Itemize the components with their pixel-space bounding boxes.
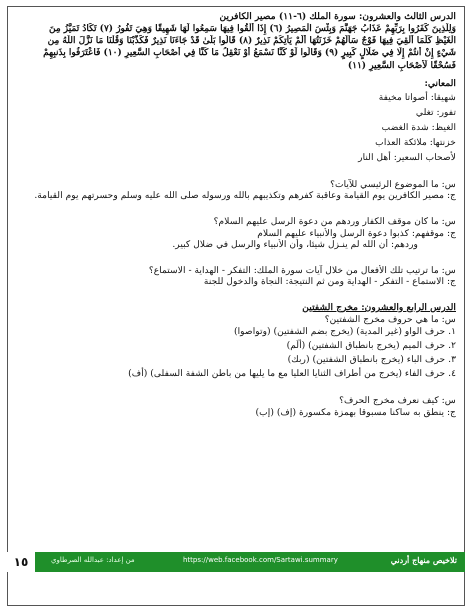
meaning-item: الغيظ: شدة الغضب <box>381 121 456 133</box>
answer: وردهم: أن الله لم ينـزل شيئا، وأن الأنبياء والرسل في ضلال كبير. <box>172 239 418 251</box>
list-item: ١. حرف الواو (غير المدية) (يخرج بضم الشفتين) (وتواصوا) <box>234 326 456 338</box>
meaning-item: خزنتها: ملائكة العذاب <box>375 136 456 148</box>
answer: ج: موقفهم: كذبوا دعوة الرسل والأنبياء عليهم السلام <box>257 227 456 239</box>
verse-line: شَيْءٍ إِنْ أَنتُمْ إِلَّا فِي ضَلَالٍ كَبِيرٍ (٩) وَقَالُوا لَوْ كُنَّا نَسْمَعُ أَوْ نَعْقِلُ مَا كُنَّا فِي أَصْحَابِ السَّعِيرِ (١٠) فَاعْتَرَفُوا بِذَنبِهِمْ <box>43 48 456 59</box>
answer: ج: مصير الكافرين يوم القيامة وعاقبة كفرهم وتكذيبهم بالله ورسوله صلى الله عليه وسلم وحسرتهم يوم القيامة. <box>34 190 456 202</box>
verse-line: فَسُحْقًا لِّأَصْحَابِ السَّعِيرِ (١١) <box>347 60 456 71</box>
document-page <box>7 6 465 606</box>
list-item: ٢. حرف الميم (يخرج بانطباق الشفتين) (أَلَم) <box>286 340 456 352</box>
question: س: ما هي حروف مخرج الشفتين؟ <box>324 313 456 325</box>
verse-line: الْغَيْظِ كُلَّمَا أُلْقِيَ فِيهَا فَوْجٌ سَأَلَهُمْ خَزَنَتُهَا أَلَمْ يَأْتِكُمْ نَذِيرٌ (٨) قَالُوا بَلَىٰ قَدْ جَاءَنَا نَذِيرٌ فَكَذَّبْنَا وَقُلْنَا مَا نَزَّلَ اللَّهُ مِن <box>47 36 456 46</box>
list-item: ٣. حرف الباء (يخرج بانطباق الشفتين) (ربك) <box>287 354 456 366</box>
question: س: ما ترتيب تلك الأفعال من خلال آيات سورة الملك: التفكر - الهداية - الاستماع؟ <box>148 264 456 276</box>
answer: ج: ينطق به ساكنا مسبوقا بهمزة مكسورة (إف) (إب) <box>255 406 456 418</box>
lesson-24-title: الدرس الرابع والعشرون: مخرج الشفتين <box>302 301 456 313</box>
footer-author: من إعداد: عبدالله الصرطاوي <box>51 556 135 564</box>
answer: ج: الاستماع - التفكر - الهداية ومن ثم النتيجة: النجاة والدخول للجنة <box>203 276 456 288</box>
lesson-23-title: الدرس الثالث والعشرون: سورة الملك (٦-١١) مصير الكافرين <box>219 11 456 22</box>
question: س: ما كان موقف الكفار وردهم من دعوة الرسل عليهم السلام؟ <box>213 216 456 227</box>
footer-bar <box>7 552 465 572</box>
question: س: كيف نعرف مخرج الحرف؟ <box>339 395 456 407</box>
question: س: ما الموضوع الرئيسي للآيات؟ <box>330 178 456 190</box>
meaning-item: شهيقا: أصواتا مخيفة <box>378 91 456 103</box>
meaning-item: تفور: تغلي <box>415 106 456 118</box>
footer-title: تلاخيص منهاج أردني <box>390 555 457 565</box>
verse-line: وَلِلَّذِينَ كَفَرُوا بِرَبِّهِمْ عَذَابُ جَهَنَّمَ وَبِئْسَ الْمَصِيرُ (٦) إِذَا أُلْقُوا فِيهَا سَمِعُوا لَهَا شَهِيقًا وَهِيَ تَفُورُ (٧) تَكَادُ تَمَيَّزُ مِنَ <box>49 23 456 34</box>
footer-link[interactable]: https://web.facebook.com/Sartawi.summary <box>183 556 338 564</box>
meaning-item: لأصحاب السعير: أهل النار <box>358 151 456 163</box>
page-content <box>14 11 456 418</box>
quran-verses <box>14 23 456 73</box>
page-number: ١٥ <box>7 552 37 572</box>
meanings-title: المعاني: <box>424 78 456 90</box>
list-item: ٤. حرف الفاء (يخرج من أطراف الثنايا العليا مع ما يليها من باطن الشفة السفلى) (أف) <box>128 368 456 380</box>
